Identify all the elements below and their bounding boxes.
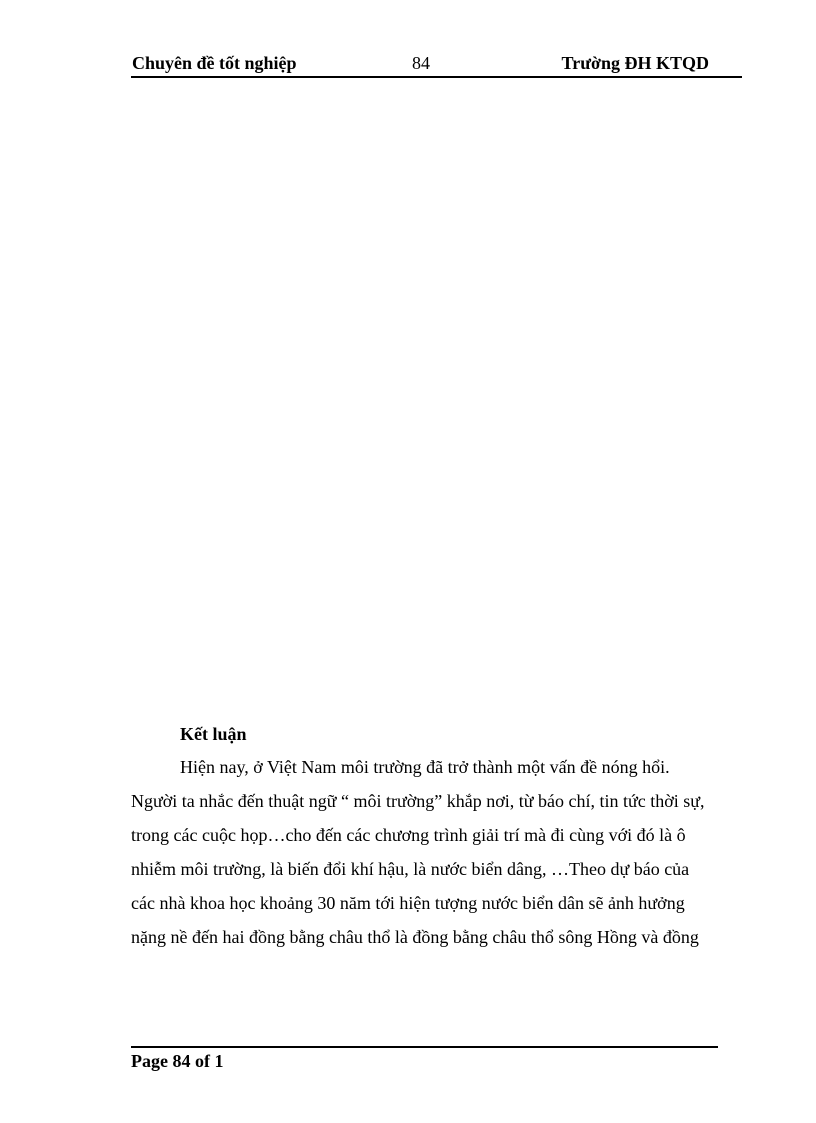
body-line: nhiễm môi trường, là biến đổi khí hậu, là nước biển dâng, …Theo dự báo của bbox=[131, 859, 690, 879]
footer-divider bbox=[131, 1046, 718, 1048]
section-heading: Kết luận bbox=[180, 724, 247, 744]
page-footer: Page 84 of 1 bbox=[131, 1051, 224, 1071]
body-line: nặng nề đến hai đồng bằng châu thổ là đồng bằng châu thổ sông Hồng và đồng bbox=[131, 927, 699, 947]
body-line: trong các cuộc họp…cho đến các chương trình giải trí mà đi cùng với đó là ô bbox=[131, 825, 686, 845]
body-line: Hiện nay, ở Việt Nam môi trường đã trở thành một vấn đề nóng hổi. bbox=[180, 757, 670, 777]
page-header bbox=[131, 52, 742, 78]
body-line: Người ta nhắc đến thuật ngữ “ môi trường” khắp nơi, từ báo chí, tin tức thời sự, bbox=[131, 791, 705, 811]
header-title: Chuyên đề tốt nghiệp bbox=[132, 53, 297, 73]
header-school: Trường ĐH KTQD bbox=[561, 53, 709, 73]
header-page-number: 84 bbox=[412, 53, 430, 73]
body-line: các nhà khoa học khoảng 30 năm tới hiện tượng nước biển dân sẽ ảnh hưởng bbox=[131, 893, 685, 913]
